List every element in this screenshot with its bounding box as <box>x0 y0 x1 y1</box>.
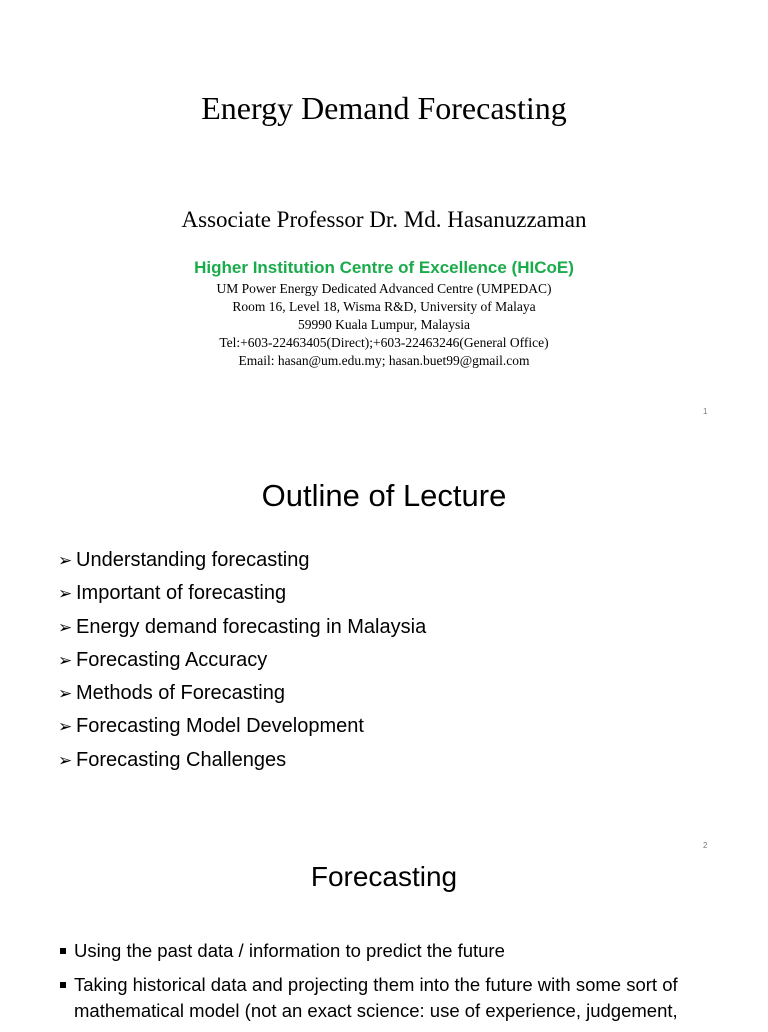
list-item <box>58 577 426 610</box>
list-item <box>58 611 426 644</box>
list-item <box>58 710 426 743</box>
title-slide <box>0 0 768 430</box>
page-number: 2 <box>703 841 708 850</box>
arrow-bullet-icon: ➢ <box>58 551 73 570</box>
list-item <box>58 644 426 677</box>
list-item <box>58 972 718 1024</box>
square-bullet-icon <box>60 982 66 988</box>
institution-name: Higher Institution Centre of Excellence (HICoE) <box>194 258 574 277</box>
arrow-bullet-icon: ➢ <box>58 684 73 704</box>
arrow-bullet-icon: ➢ <box>58 650 73 670</box>
arrow-bullet-icon: ➢ <box>58 750 73 770</box>
list-item-label: Taking historical data and projecting them into the future with some sort of mathematical model (not an exact science: use of experience, judgement, <box>74 974 678 1021</box>
contact-address <box>0 280 768 370</box>
list-item <box>58 544 426 577</box>
address-line: Room 16, Level 18, Wisma R&D, University of Malaya <box>232 299 536 314</box>
slide-title: Outline of Lecture <box>261 478 507 513</box>
list-item <box>58 744 426 777</box>
list-item-label: Energy demand forecasting in Malaysia <box>76 615 427 638</box>
slide-title: Forecasting <box>310 861 458 892</box>
address-line: 59990 Kuala Lumpur, Malaysia <box>298 317 470 332</box>
address-line: Tel:+603-22463405(Direct);+603-22463246(General Office) <box>219 335 549 350</box>
address-line: Email: hasan@um.edu.my; hasan.buet99@gmail.com <box>238 353 530 368</box>
arrow-bullet-icon: ➢ <box>58 617 73 637</box>
slide-title: Energy Demand Forecasting <box>201 90 567 126</box>
list-item <box>58 677 426 710</box>
list-item-label: Forecasting Challenges <box>76 748 287 771</box>
outline-list <box>58 544 426 777</box>
bullet-list <box>58 938 718 1032</box>
list-item-label: Understanding forecasting <box>76 549 310 571</box>
list-item-label: Important of forecasting <box>76 582 287 605</box>
author-name: Associate Professor Dr. Md. Hasanuzzaman <box>181 207 587 232</box>
page-number: 1 <box>703 407 708 416</box>
list-item-label: Using the past data / information to predict the future <box>74 940 505 961</box>
square-bullet-icon <box>60 948 66 954</box>
arrow-bullet-icon: ➢ <box>58 717 73 737</box>
list-item-label: Forecasting Model Development <box>76 715 364 738</box>
list-item-label: Methods of Forecasting <box>76 682 285 705</box>
address-line: UM Power Energy Dedicated Advanced Centre (UMPEDAC) <box>216 281 552 296</box>
arrow-bullet-icon: ➢ <box>58 584 73 604</box>
list-item-label: Forecasting Accuracy <box>76 648 268 671</box>
list-item <box>58 938 718 964</box>
